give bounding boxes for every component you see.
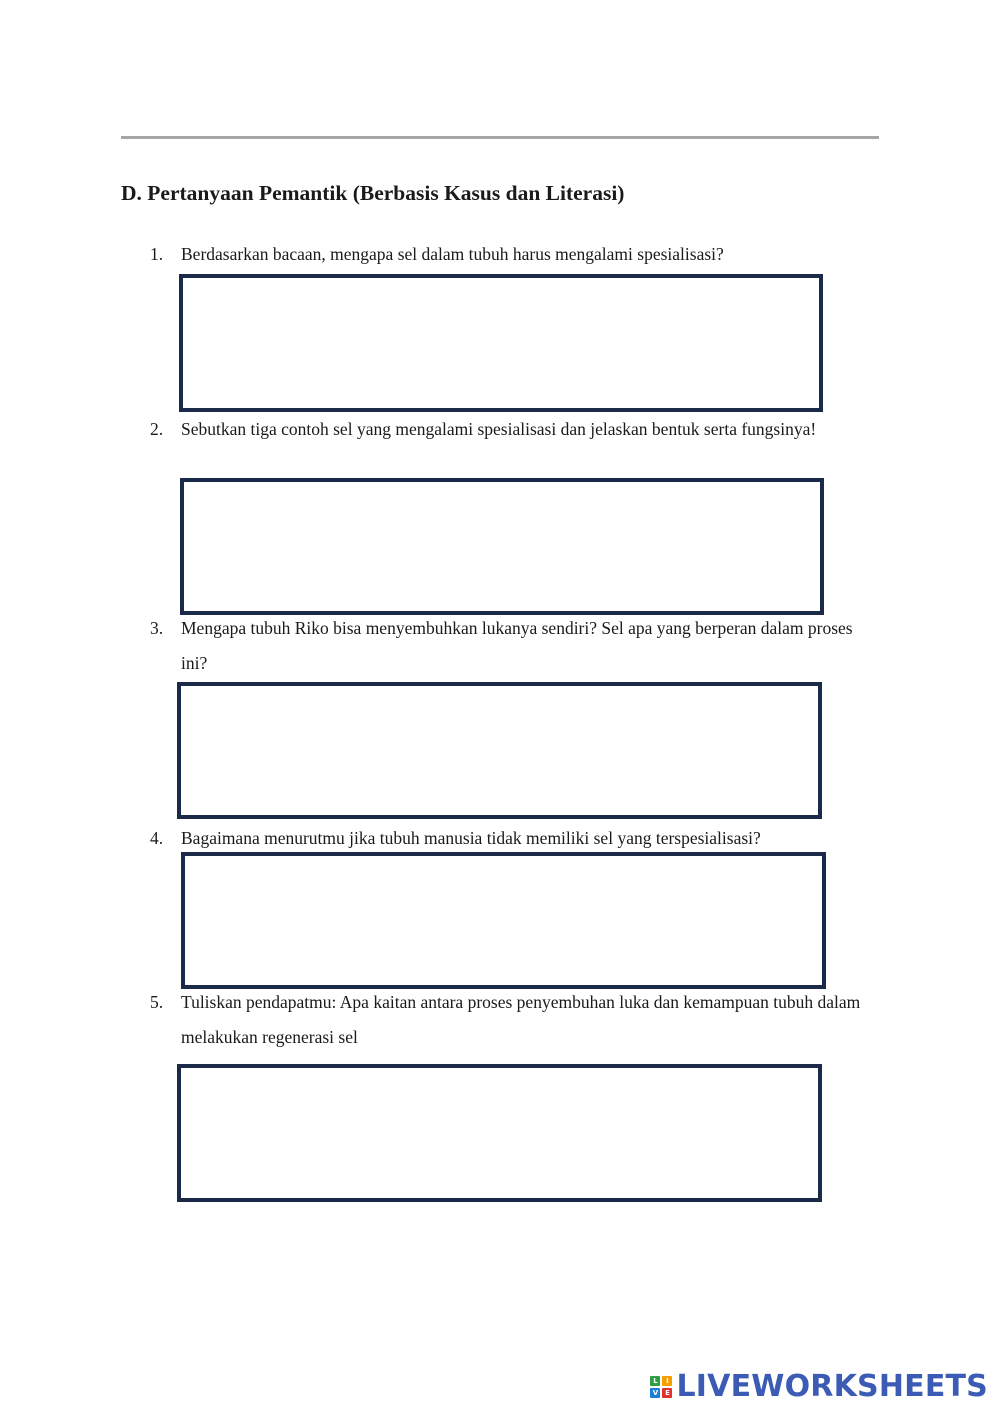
answer-box-5[interactable] xyxy=(177,1064,822,1202)
answer-box-3[interactable] xyxy=(177,682,822,819)
question-5-number: 5. xyxy=(150,992,164,1012)
answer-box-1[interactable] xyxy=(179,274,823,412)
answer-box-2[interactable] xyxy=(180,478,824,615)
liveworksheets-wordmark: LIVEWORKSHEETS xyxy=(676,1369,988,1404)
question-3-text: Mengapa tubuh Riko bisa menyembuhkan lukanya sendiri? Sel apa yang berperan dalam proses ini? xyxy=(181,618,853,673)
top-divider xyxy=(121,136,879,139)
section-title: D. Pertanyaan Pemantik (Berbasis Kasus dan Literasi) xyxy=(121,181,625,205)
question-2-number: 2. xyxy=(150,419,164,439)
logo-letter-e: E xyxy=(662,1388,672,1398)
liveworksheets-brand xyxy=(650,1370,988,1404)
question-1-number: 1. xyxy=(150,244,164,264)
question-1-text: Berdasarkan bacaan, mengapa sel dalam tubuh harus mengalami spesialisasi? xyxy=(181,244,724,264)
question-4-text: Bagaimana menurutmu jika tubuh manusia tidak memiliki sel yang terspesialisasi? xyxy=(181,828,761,848)
question-3-number: 3. xyxy=(150,618,164,638)
question-2-text: Sebutkan tiga contoh sel yang mengalami spesialisasi dan jelaskan bentuk serta fungsinya! xyxy=(181,419,817,439)
question-5-text: Tuliskan pendapatmu: Apa kaitan antara proses penyembuhan luka dan kemampuan tubuh dalam melakukan regenerasi sel xyxy=(181,992,861,1047)
logo-letter-l: L xyxy=(650,1376,660,1386)
logo-letter-i: I xyxy=(662,1376,672,1386)
liveworksheets-logo-icon xyxy=(650,1376,672,1398)
answer-box-4[interactable] xyxy=(181,852,826,989)
question-4-number: 4. xyxy=(150,828,164,848)
logo-letter-v: V xyxy=(650,1388,660,1398)
